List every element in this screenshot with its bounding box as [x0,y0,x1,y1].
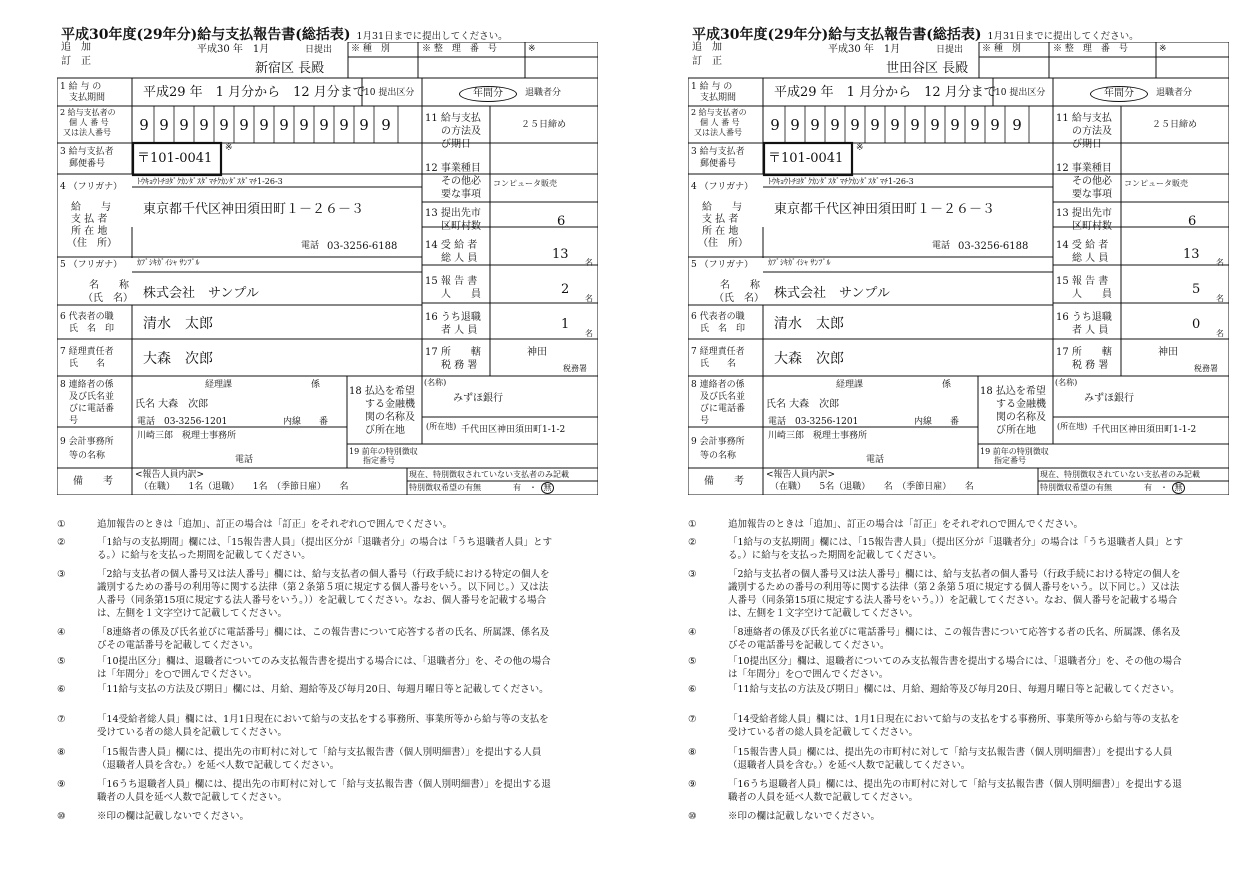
number-digit: 9 [850,116,860,134]
field-12-label-3: 要な事項 [441,189,481,200]
bank-name-label: (名称) [1055,378,1078,387]
note-number: ⑩ [688,811,697,822]
summary-form [688,42,1229,495]
field-1-label: 1 給 与 の [691,82,733,92]
bank-address: 千代田区神田須田町1-1-2 [1092,425,1197,435]
field-8-label: 8 連絡者の係 [691,380,745,390]
field-19-label: 19 前年の特別徴収 [980,447,1049,456]
summary-form [57,42,598,495]
field-12-label: 12 事業種目 [425,163,481,174]
number-digit: 9 [219,116,229,134]
field-8-label: 8 連絡者の係 [60,380,114,390]
company-name: 株式会社 サンプル [774,286,890,301]
report-count: 5 [1192,282,1201,297]
note-text: 「8連絡者の係及び氏名並びに電話番号」欄には、この報告書について応答する者の氏名、所属課、係名及びその電話番号を記載してください。 [728,627,1181,651]
field-1-label-2: 支払期間 [69,93,106,103]
field-11-label-3: び期日 [441,139,471,150]
payment-method: ２５日締め [521,120,567,130]
field-18-label-3: 関の名称及 [996,412,1046,423]
number-digit: 9 [381,116,391,134]
field-15-label-2: 人 員 [1072,289,1112,300]
business-type: コンピュータ販売 [1124,179,1188,188]
submit-date: 平成30 年 1月 [828,44,901,55]
field-1-label: 1 給 与 の [60,82,102,92]
ref-mark: ※ [528,44,536,54]
number-digit: 9 [930,116,940,134]
field-12-label-3: 要な事項 [1072,189,1112,200]
note-text: 追加報告のときは「追加」、訂正の場合は「訂正」をそれぞれ○で囲んでください。 [97,519,453,530]
field-13-label-2: 区町村数 [441,221,481,232]
field-6-label: 6 代表者の職 [691,312,745,322]
field-7-label-2: 氏 名 [700,359,737,369]
field-3-label-2: 郵便番号 [700,159,737,169]
note-number: ② [57,537,66,548]
submit-date-suffix: 日提出 [305,45,333,55]
number-digit: 9 [810,116,820,134]
report-count: 2 [561,282,570,297]
company-label-2: （氏 名） [83,293,133,304]
unit-label: 名 [585,258,593,267]
address-label-1: 給 与 [71,202,111,213]
unit-label: 名 [1216,329,1224,338]
unit-label: 名 [1216,258,1224,267]
field-19-label: 19 前年の特別徴収 [349,447,418,456]
unit-label: 名 [585,329,593,338]
field-2-label-3: 又は法人番号 [694,128,742,137]
recipient: 新宿区 長殿 [255,61,325,76]
postal-code: 〒101-0041 [137,151,213,166]
representative-name: 清水 太郎 [774,316,844,332]
note-text: 「10提出区分」欄は、退職者についてのみ支払報告書を提出する場合には、「退職者分」を、その他の場合は「年間分」を○で囲んでください。 [728,656,1182,680]
field-2-label-2: 個 人 番 号 [69,118,109,127]
field-2-label-2: 個 人 番 号 [700,118,740,127]
field-4-label: 4 （フリガナ） [60,182,123,192]
note-text: 「10提出区分」欄は、退職者についてのみ支払報告書を提出する場合には、「退職者分」を、その他の場合は「年間分」を○で囲んでください。 [97,656,551,680]
note-text: 「14受給者総人員」欄には、1月1日現在において給与の支払をする事務所、事業所等から給与等の支払を受けている者の総人員を記載してください。 [728,714,1180,738]
note-number: ① [688,519,697,530]
address-kana: ﾄｳｷｮｳﾄﾁﾖﾀﾞｸｶﾝﾀﾞｽﾀﾞﾏﾁｸｶﾝﾀﾞｽﾀﾞﾏﾁ1-26-3 [768,177,914,186]
unit-label: 名 [585,294,593,303]
field-7-label-2: 氏 名 [69,359,106,369]
number-digit: 9 [339,116,349,134]
tax-office-suffix: 税務署 [563,364,587,373]
field-8-label-4: 号 [69,416,79,426]
address-label-3: 所 在 地 [71,226,108,237]
retiree-count: 1 [561,317,570,332]
field-19-label-2: 指定番号 [363,456,395,465]
field-2-label: 2 給与支払者の [60,108,116,117]
report-sheet-2 [688,0,1257,888]
note-number: ⑥ [57,684,66,695]
field-19-label-2: 指定番号 [994,456,1026,465]
municipality-count: 6 [1188,214,1197,229]
remarks-detail: （在職） 1名（退職） 1名 （季節日雇） 名 [139,482,349,492]
field-14-label: 14 受 給 者 [425,240,478,251]
note-text: 「11給与支払の方法及び期日」欄には、月給、週給等及び毎月20日、毎週月曜日等と記載してください。 [728,684,1180,695]
ref-label: ※ 整 理 番 号 [422,44,497,54]
note-number: ⑧ [57,747,66,758]
field-2-label: 2 給与支払者の [691,108,747,117]
phone-label: 電話 [932,241,951,251]
note-number: ② [688,537,697,548]
note-text: 「2給与支払者の個人番号又は法人番号」欄には、給与支払者の個人番号（行政手続における特定の個人を識別するための番号の利用等に関する法律（第２条第５項に規定する個人番号をいう。以下同じ。）又は法人番号（同条第15項に規定する法人番号をいう。））を記載してください。なお、個人番号を記載する場合は、左側を１文字空けて記載してください。 [97,569,550,619]
special-no-option[interactable] [541,482,554,494]
number-digit: 9 [890,116,900,134]
number-digit: 9 [159,116,169,134]
field-6-label: 6 代表者の職 [60,312,114,322]
field-16-label-2: 者 人 員 [1072,325,1109,336]
pay-period: 平成29 年 1 月分から 12 月分まで [774,85,997,100]
contact-phone: 電話 03-3256-1201 [137,417,228,427]
extension-label: 内線 番 [914,417,960,427]
firm-phone-label: 電話 [235,455,254,465]
field-9-label-2: 等の名称 [69,451,106,461]
number-digit: 9 [279,116,289,134]
submit-date: 平成30 年 1月 [197,44,270,55]
number-digit: 9 [770,116,780,134]
special-yes: 有 [513,483,521,492]
field-14-label: 14 受 給 者 [1056,240,1109,251]
note-number: ③ [57,569,66,580]
address: 東京都千代区神田須田町１－２６－３ [143,202,365,217]
submit-date-suffix: 日提出 [936,45,964,55]
pay-period: 平成29 年 1 月分から 12 月分まで [143,85,366,100]
business-type: コンピュータ販売 [493,179,557,188]
correct-label: 訂 正 [692,56,722,67]
contact-dept-suffix: 係 [942,380,952,390]
note-text: 「8連絡者の係及び氏名並びに電話番号」欄には、この報告書について応答する者の氏名、所属課、係名及びその電話番号を記載してください。 [97,627,550,651]
field-18-label-4: び所在地 [365,425,405,436]
number-digit: 9 [179,116,189,134]
field-18-label-4: び所在地 [996,425,1036,436]
recipient: 世田谷区 長殿 [886,61,969,76]
special-hope-label: 特別徴収希望の有無 [1040,483,1112,492]
type-label: ※ 種 別 [982,44,1021,54]
field-8-label-2: 及び氏名並 [69,392,115,402]
special-no-option[interactable] [1172,482,1185,494]
special-yes: 有 [1144,483,1152,492]
address-label-2: 支 払 者 [702,214,739,225]
contact-dept: 経理課 [836,380,864,390]
note-number: ⑩ [57,811,66,822]
ref-label: ※ 整 理 番 号 [1053,44,1128,54]
address-label-3: 所 在 地 [702,226,739,237]
field-16-label-2: 者 人 員 [441,325,478,336]
ref-mark: ※ [1159,44,1167,54]
address-kana: ﾄｳｷｮｳﾄﾁﾖﾀﾞｸｶﾝﾀﾞｽﾀﾞﾏﾁｸｶﾝﾀﾞｽﾀﾞﾏﾁ1-26-3 [137,177,283,186]
tax-office: 神田 [1158,347,1178,358]
number-digit: 9 [830,116,840,134]
note-number: ⑨ [688,779,697,790]
note-text: 追加報告のときは「追加」、訂正の場合は「訂正」をそれぞれ○で囲んでください。 [728,519,1084,530]
note-text: 「14受給者総人員」欄には、1月1日現在において給与の支払をする事務所、事業所等から給与等の支払を受けている者の総人員を記載してください。 [97,714,549,738]
special-note: 現在、特別徴収されていない支払者のみ記載 [1040,470,1200,479]
contact-dept: 経理課 [205,380,233,390]
extension-label: 内線 番 [283,417,329,427]
number-digit: 9 [910,116,920,134]
firm-phone-label: 電話 [866,455,885,465]
field-6-label-2: 氏 名 印 [69,324,115,334]
number-digit: 9 [950,116,960,134]
note-number: ① [57,519,66,530]
address-label-2: 支 払 者 [71,214,108,225]
phone-label: 電話 [301,241,320,251]
field-13-label-2: 区町村数 [1072,221,1112,232]
field-14-label-2: 総 人 員 [441,253,478,264]
bank-address-label: (所在地) [426,422,457,431]
field-4-label: 4 （フリガナ） [691,182,754,192]
remarks-header: <報告人員内訳> [766,470,836,480]
tax-office: 神田 [527,347,547,358]
bank-address: 千代田区神田須田町1-1-2 [461,425,566,435]
add-label: 追 加 [61,42,91,53]
note-text: 「16うち退職者人員」欄には、提出先の市町村に対して「給与支払報告書（個人別明細書）」を提出する退職者の人員を延べ人数で記載してください。 [97,779,551,803]
bank-name: みずほ銀行 [1084,393,1134,404]
total-recipients: 13 [1183,247,1200,262]
field-15-label-2: 人 員 [441,289,481,300]
number-digit: 9 [239,116,249,134]
note-number: ④ [57,627,66,638]
special-separator: ・ [1160,483,1168,492]
field-12-label: 12 事業種目 [1056,163,1112,174]
field-18-label-2: する金融機 [996,399,1046,410]
field-11-label: 11 給与支払 [425,113,481,124]
number-digit: 9 [259,116,269,134]
retiree-option[interactable]: 退職者分 [525,88,562,98]
number-digit: 9 [359,116,369,134]
field-10-label: 10 提出区分 [995,88,1046,98]
address-label-4: （住 所） [698,238,748,249]
accountant-name: 大森 次郎 [774,351,844,367]
company-label-1: 名 称 [720,280,760,291]
field-11-label-2: の方法及 [441,126,481,137]
form-title: 平成30年度(29年分)給与支払報告書(総括表) [692,27,982,43]
field-9-label: 9 会計事務所 [60,437,114,447]
note-text: 「16うち退職者人員」欄には、提出先の市町村に対して「給与支払報告書（個人別明細書）」を提出する退職者の人員を延べ人数で記載してください。 [728,779,1182,803]
report-sheet-1 [57,0,637,888]
field-7-label: 7 経理責任者 [691,347,745,357]
number-digit: 9 [199,116,209,134]
postal-mark: ※ [856,143,864,153]
number-digit: 9 [970,116,980,134]
field-8-label-3: びに電話番 [700,404,746,414]
contact-dept-suffix: 係 [311,380,321,390]
special-no-circled: 無 [1172,482,1185,494]
contact-phone: 電話 03-3256-1201 [768,417,859,427]
address: 東京都千代区神田須田町１－２６－３ [774,202,996,217]
number-digit: 9 [139,116,149,134]
field-1-label-2: 支払期間 [700,93,737,103]
note-text: 「11給与支払の方法及び期日」欄には、月給、週給等及び毎月20日、毎週月曜日等と記載してください。 [97,684,549,695]
remarks-header: <報告人員内訳> [135,470,205,480]
bank-name: みずほ銀行 [453,393,503,404]
number-digit: 9 [1012,116,1022,134]
field-18-label: 18 払込を希望 [349,386,415,397]
field-13-label: 13 提出先市 [1056,208,1112,219]
field-3-label: 3 給与支払者 [60,147,114,157]
note-number: ③ [688,569,697,580]
company-label-2: （氏 名） [714,293,764,304]
number-digit: 9 [299,116,309,134]
phone: 03-3256-6188 [327,241,398,252]
number-digit: 9 [990,116,1000,134]
field-11-label: 11 給与支払 [1056,113,1112,124]
field-5-label: 5 （フリガナ） [60,260,123,270]
note-text: 「15報告書人員」欄には、提出先の市町村に対して「給与支払報告書（個人別明細書）」を提出する人員（退職者人員を含む。）を延べ人数で記載してください。 [728,747,1173,771]
note-number: ⑤ [688,656,697,667]
note-number: ⑧ [688,747,697,758]
field-8-label-2: 及び氏名並 [700,392,746,402]
note-text: ※印の欄は記載しないでください。 [97,811,250,822]
municipality-count: 6 [557,214,566,229]
note-text: 「15報告書人員」欄には、提出先の市町村に対して「給与支払報告書（個人別明細書）」を提出する人員（退職者人員を含む。）を延べ人数で記載してください。 [97,747,542,771]
note-text: 「1給与の支払期間」欄には、「15報告書人員」（提出区分が「退職者分」の場合は「うち退職者人員」とする。）に給与を支払った期間を記載してください。 [97,537,553,561]
special-note: 現在、特別徴収されていない支払者のみ記載 [409,470,569,479]
field-3-label: 3 給与支払者 [691,147,745,157]
note-number: ⑨ [57,779,66,790]
address-label-4: （住 所） [67,238,117,249]
field-9-label-2: 等の名称 [700,451,737,461]
phone: 03-3256-6188 [958,241,1029,252]
company-kana: ｶﾌﾞｼｷｶﾞｲｼｬ ｻﾝﾌﾟﾙ [137,258,200,267]
field-17-label-2: 税 務 署 [441,360,478,371]
payment-method: ２５日締め [1152,120,1198,130]
field-6-label-2: 氏 名 印 [700,324,746,334]
field-16-label: 16 うち退職 [1056,312,1112,323]
field-7-label: 7 経理責任者 [60,347,114,357]
field-10-label: 10 提出区分 [364,88,415,98]
note-text: 「1給与の支払期間」欄には、「15報告書人員」（提出区分が「退職者分」の場合は「うち退職者人員」とする。）に給与を支払った期間を記載してください。 [728,537,1184,561]
note-number: ④ [688,627,697,638]
field-9-label: 9 会計事務所 [691,437,745,447]
firm-name: 川崎三郎 税理士事務所 [768,431,868,441]
bank-name-label: (名称) [424,378,447,387]
form-title: 平成30年度(29年分)給与支払報告書(総括表) [61,27,351,43]
field-8-label-3: びに電話番 [69,404,115,414]
field-5-label: 5 （フリガナ） [691,260,754,270]
company-label-1: 名 称 [89,280,129,291]
field-17-label: 17 所 轄 [1056,347,1112,358]
retiree-option[interactable]: 退職者分 [1156,88,1193,98]
company-name: 株式会社 サンプル [143,286,259,301]
bank-address-label: (所在地) [1057,422,1088,431]
field-16-label: 16 うち退職 [425,312,481,323]
accountant-name: 大森 次郎 [143,351,213,367]
annual-option[interactable]: 年間分 [459,86,517,102]
unit-label: 名 [1216,294,1224,303]
contact-name: 氏名 大森 次郎 [766,399,840,410]
company-kana: ｶﾌﾞｼｷｶﾞｲｼｬ ｻﾝﾌﾟﾙ [768,258,831,267]
number-digit: 9 [790,116,800,134]
field-8-label-4: 号 [700,416,710,426]
field-18-label: 18 払込を希望 [980,386,1046,397]
firm-name: 川崎三郎 税理士事務所 [137,431,237,441]
total-recipients: 13 [552,247,569,262]
note-text: ※印の欄は記載しないでください。 [728,811,881,822]
address-label-1: 給 与 [702,202,742,213]
type-label: ※ 種 別 [351,44,390,54]
number-digit: 9 [319,116,329,134]
annual-option[interactable]: 年間分 [1090,86,1148,102]
postal-mark: ※ [225,143,233,153]
field-15-label: 15 報 告 書 [425,276,478,287]
remarks-detail: （在職） 5名（退職） 名 （季節日雇） 名 [770,482,974,492]
field-12-label-2: その他必 [441,176,481,187]
special-no-circled: 無 [541,482,554,494]
remarks-label: 備 考 [73,476,113,487]
special-hope-label: 特別徴収希望の有無 [409,483,481,492]
field-11-label-3: び期日 [1072,139,1102,150]
correct-label: 訂 正 [61,56,91,67]
field-13-label: 13 提出先市 [425,208,481,219]
field-18-label-2: する金融機 [365,399,415,410]
note-number: ⑦ [57,714,66,725]
field-12-label-2: その他必 [1072,176,1112,187]
field-18-label-3: 関の名称及 [365,412,415,423]
deadline-note: 1月31日までに提出してください。 [987,31,1139,42]
field-14-label-2: 総 人 員 [1072,253,1109,264]
field-17-label-2: 税 務 署 [1072,360,1109,371]
field-3-label-2: 郵便番号 [69,159,106,169]
note-number: ⑦ [688,714,697,725]
remarks-label: 備 考 [704,476,744,487]
note-text: 「2給与支払者の個人番号又は法人番号」欄には、給与支払者の個人番号（行政手続における特定の個人を識別するための番号の利用等に関する法律（第２条第５項に規定する個人番号をいう。以下同じ。）又は法人番号（同条第15項に規定する法人番号をいう。））を記載してください。なお、個人番号を記載する場合は、左側を１文字空けて記載してください。 [728,569,1181,619]
representative-name: 清水 太郎 [143,316,213,332]
contact-name: 氏名 大森 次郎 [135,399,209,410]
field-15-label: 15 報 告 書 [1056,276,1109,287]
tax-office-suffix: 税務署 [1194,364,1218,373]
note-number: ⑥ [688,684,697,695]
special-separator: ・ [529,483,537,492]
postal-code: 〒101-0041 [768,151,844,166]
field-11-label-2: の方法及 [1072,126,1112,137]
deadline-note: 1月31日までに提出してください。 [356,31,508,42]
retiree-count: 0 [1192,317,1201,332]
number-digit: 9 [870,116,880,134]
note-number: ⑤ [57,656,66,667]
field-2-label-3: 又は法人番号 [63,128,111,137]
add-label: 追 加 [692,42,722,53]
field-17-label: 17 所 轄 [425,347,481,358]
